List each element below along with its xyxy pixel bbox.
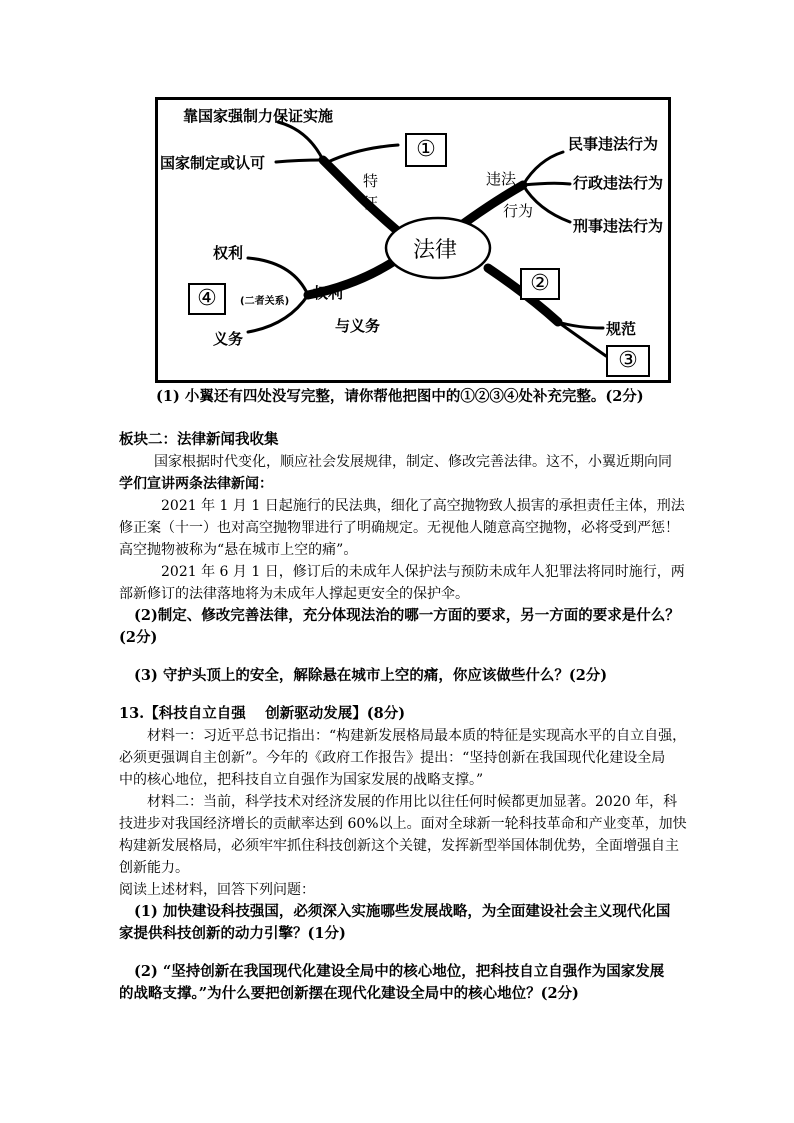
duty-label: 义务: [213, 330, 244, 348]
right-label: 权利: [213, 244, 244, 262]
q13-question2-line2: 的战略支撑。”为什么要把创新摆在现代化建设全局中的核心地位？(2分): [119, 985, 579, 1002]
news1-line2: 修正案（十一）也对高空抛物罪进行了明确规定。无视他人随意高空抛物，必将受到严惩！: [119, 520, 679, 536]
illegal-civil: 民事违法行为: [568, 135, 659, 153]
center-node: 法律: [413, 238, 458, 263]
blank-1-box: ①: [405, 133, 447, 167]
section2-intro-line1: 国家根据时代变化，顺应社会发展规律，制定、修改完善法律。这不，小翼近期向同: [154, 454, 672, 470]
news2-line2: 部新修订的法律落地将为未成年人撑起更安全的保护伞。: [119, 586, 469, 602]
q13-material2-line4: 创新能力。: [119, 860, 189, 876]
news1-line3: 高空抛物被称为“悬在城市上空的痛”。: [119, 542, 358, 558]
q13-material1-line3: 中的核心地位，把科技自立自强作为国家发展的战略支撑。”: [119, 772, 484, 788]
q13-question1-line1: (1) 加快建设科技强国，必须深入实施哪些发展战略，为全面建设社会主义现代化国: [134, 903, 671, 920]
feature-state-enacted: 国家制定或认可: [160, 154, 266, 172]
section2-intro-line2: 学们宣讲两条法律新闻：: [119, 476, 273, 492]
branch-label-rights-b: 与义务: [335, 317, 381, 335]
q13-question2-line1: (2) “坚持创新在我国现代化建设全局中的核心地位，把科技自立自强作为国家发展: [134, 963, 665, 980]
illegal-administrative: 行政违法行为: [573, 174, 664, 192]
news2-line1: 2021 年 6 月 1 日，修订后的未成年人保护法与预防未成年人犯罪法将同时施行，两: [161, 564, 685, 580]
feature-state-enforcement: 靠国家强制力保证实施: [183, 107, 334, 125]
q13-material1-line1: 材料一：习近平总书记指出：“构建新发展格局最本质的特征是实现高水平的自立自强，: [147, 728, 687, 744]
question-1: (1) 小翼还有四处没写完整，请你帮他把图中的①②③④处补充完整。(2分): [156, 388, 644, 405]
branch-label-features: 特征: [363, 172, 379, 212]
section2-question2-line1: (2)制定、修改完善法律，充分体现法治的哪一方面的要求，另一方面的要求是什么？: [134, 607, 680, 624]
q13-title: 13.【科技自立自强 创新驱动发展】(8分): [119, 705, 406, 722]
q13-material1-line2: 必须更强调自主创新”。今年的《政府工作报告》提出：“坚持创新在我国现代化建设全局: [119, 750, 666, 766]
news1-line1: 2021 年 1 月 1 日起施行的民法典，细化了高空抛物致人损害的承担责任主体，刑法: [161, 498, 685, 514]
q13-material2-line2: 技进步对我国经济增长的贡献率达到 60%以上。面对全球新一轮科技革命和产业变革，加快: [119, 816, 687, 832]
blank-2-box: ②: [520, 268, 560, 300]
q13-question1-line2: 家提供科技创新的动力引擎？(1分): [119, 925, 346, 942]
section2-title: 板块二：法律新闻我收集: [119, 431, 279, 448]
q13-material2-line3: 构建新发展格局，必须牢牢抓住科技创新这个关键，发挥新型举国体制优势，全面增强自主: [119, 838, 679, 854]
branch-label-rights-a: 权利: [313, 284, 344, 302]
norm-label: 规范: [606, 320, 637, 338]
illegal-criminal: 刑事违法行为: [573, 217, 664, 235]
relation-label: (二者关系): [240, 296, 290, 307]
q13-read-instruction: 阅读上述材料，回答下列问题：: [119, 882, 315, 898]
q13-material2-line1: 材料二：当前，科学技术对经济发展的作用比以往任何时候都更加显著。2020 年，科: [147, 794, 678, 810]
law-mind-map: [155, 97, 671, 383]
branch-label-illegal-a: 违法: [486, 170, 517, 188]
section2-question3: (3) 守护头顶上的安全，解除悬在城市上空的痛，你应该做些什么？(2分): [134, 667, 608, 684]
branch-label-illegal-b: 行为: [503, 202, 534, 220]
section2-question2-line2: (2分): [119, 629, 158, 646]
blank-3-box: ③: [606, 345, 650, 377]
blank-4-box: ④: [188, 283, 226, 315]
